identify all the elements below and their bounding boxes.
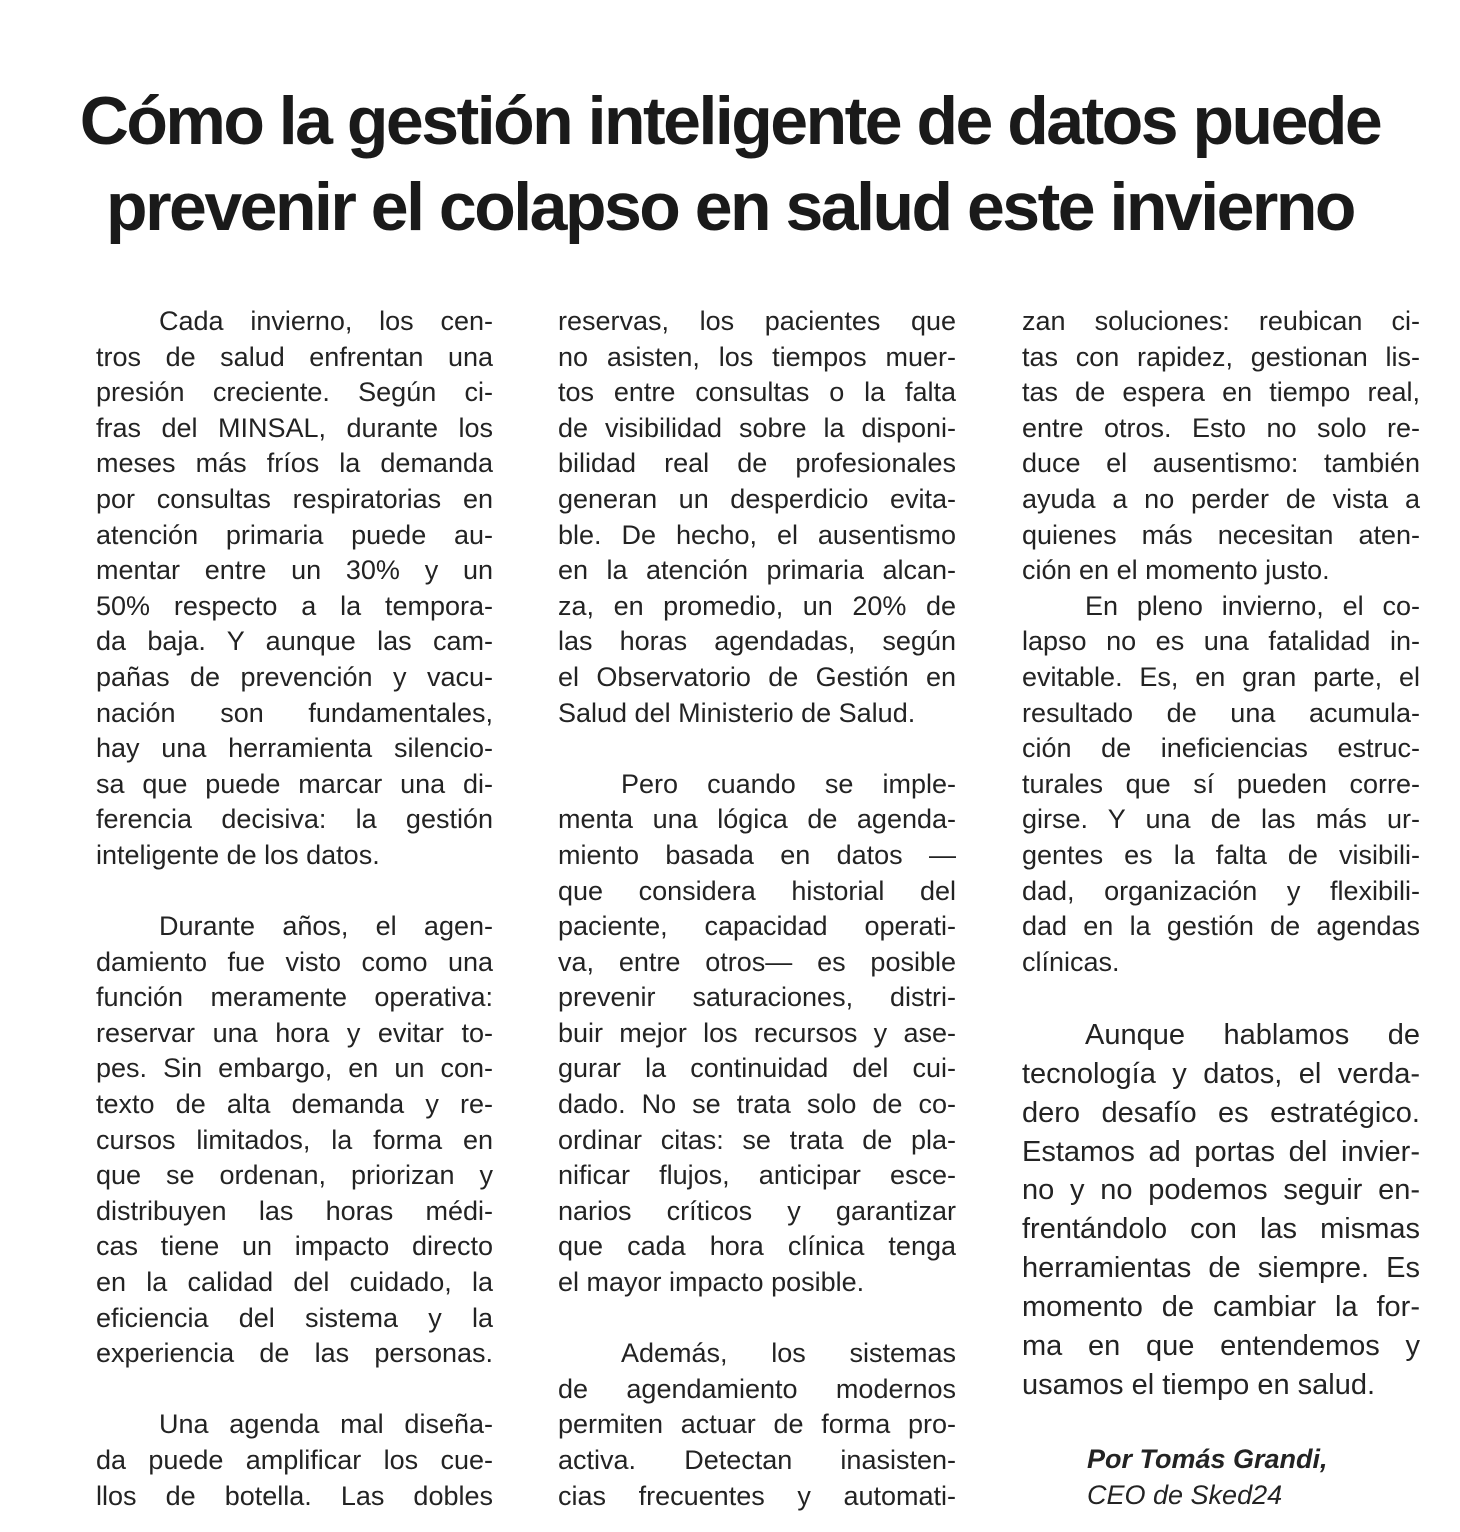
body-line: Estamos ad portas del invier-	[1022, 1135, 1420, 1168]
body-line: menta una lógica de agenda-	[558, 804, 956, 835]
body-line: pes. Sin embargo, en un con-	[96, 1053, 493, 1084]
body-line: frentándolo con las mismas	[1022, 1213, 1420, 1246]
body-line: duce el ausentismo: también	[1022, 448, 1420, 479]
body-line: que cada hora clínica tenga	[558, 1231, 956, 1262]
headline-line-1: Cómo la gestión inteligente de datos puede	[79, 83, 1381, 159]
body-line: gurar la continuidad del cui-	[558, 1053, 956, 1084]
body-line: función meramente operativa:	[96, 982, 493, 1013]
body-line: dero desafío es estratégico.	[1022, 1096, 1420, 1129]
body-line: ción de ineficiencias estruc-	[1022, 733, 1420, 764]
body-line: bilidad real de profesionales	[558, 448, 956, 479]
body-line: no asisten, los tiempos muer-	[558, 341, 956, 372]
body-line: permiten actuar de forma pro-	[558, 1409, 956, 1440]
body-line: el mayor impacto posible.	[558, 1267, 865, 1298]
body-line: las horas agendadas, según	[558, 626, 956, 657]
body-line: ma en que entendemos y	[1022, 1330, 1420, 1362]
body-line: En pleno invierno, el co-	[1085, 590, 1420, 621]
body-line: va, entre otros— es posible	[558, 946, 956, 977]
body-line: herramientas de siempre. Es	[1022, 1252, 1420, 1285]
body-line: tros de salud enfrentan una	[96, 341, 493, 372]
body-line: narios críticos y garantizar	[558, 1195, 956, 1226]
body-line: ayuda a no perder de vista a	[1022, 483, 1420, 514]
body-line: tos entre consultas o la falta	[558, 377, 956, 408]
body-line: Aunque hablamos de	[1085, 1018, 1420, 1051]
body-line: atención primaria puede au-	[96, 519, 493, 550]
body-line: fras del MINSAL, durante los	[96, 412, 493, 443]
body-line: de agendamiento modernos	[558, 1373, 956, 1404]
body-line: eficiencia del sistema y la	[96, 1302, 493, 1333]
body-line: que considera historial del	[558, 875, 956, 906]
body-line: za, en promedio, un 20% de	[558, 590, 956, 621]
body-line: distribuyen las horas médi-	[96, 1195, 493, 1226]
body-line: tas de espera en tiempo real,	[1022, 377, 1420, 408]
body-line: Cada invierno, los cen-	[159, 306, 493, 336]
body-line: tecnología y datos, el verda-	[1022, 1057, 1420, 1090]
body-line: da baja. Y aunque las cam-	[96, 626, 493, 657]
body-line: resultado de una acumula-	[1022, 697, 1420, 728]
body-line: activa. Detectan inasisten-	[558, 1445, 956, 1475]
body-line: Una agenda mal diseña-	[159, 1409, 493, 1440]
body-line: de visibilidad sobre la disponi-	[558, 412, 956, 443]
author-role: CEO de Sked24	[1087, 1479, 1283, 1510]
body-line: buir mejor los recursos y ase-	[558, 1017, 956, 1048]
body-line: reservar una hora y evitar to-	[96, 1017, 493, 1048]
body-line: entre otros. Esto no solo re-	[1022, 412, 1420, 443]
paragraph-gap	[96, 1372, 493, 1408]
article-headline	[60, 78, 1400, 250]
body-line: damiento fue visto como una	[96, 946, 493, 977]
body-line: experiencia de las personas.	[96, 1338, 493, 1369]
body-line: cas tiene un impacto directo	[96, 1231, 493, 1262]
body-line: da puede amplificar los cue-	[96, 1445, 493, 1475]
body-line: en la atención primaria alcan-	[558, 555, 956, 586]
paragraph-gap	[96, 874, 493, 910]
body-line: Pero cuando se imple-	[621, 768, 956, 799]
author-name: Por Tomás Grandi,	[1087, 1444, 1328, 1474]
body-line: quienes más necesitan aten-	[1022, 519, 1420, 550]
body-line: ferencia decisiva: la gestión	[96, 804, 493, 835]
body-line: inteligente de los datos.	[96, 839, 380, 870]
body-line: miento basada en datos —	[558, 839, 956, 870]
paragraph-gap	[558, 731, 956, 767]
body-line: prevenir saturaciones, distri-	[558, 982, 956, 1013]
body-line: clínicas.	[1022, 946, 1120, 977]
body-line: ordinar citas: se trata de pla-	[558, 1124, 956, 1155]
headline-line-2: prevenir el colapso en salud este invierno	[106, 169, 1354, 245]
body-line: nación son fundamentales,	[96, 697, 493, 728]
body-line: reservas, los pacientes que	[558, 306, 956, 336]
body-line: usamos el tiempo en salud.	[1022, 1368, 1376, 1401]
body-line: Salud del Ministerio de Salud.	[558, 697, 916, 728]
author-signature	[1087, 1442, 1328, 1513]
body-line: mentar entre un 30% y un	[96, 555, 493, 586]
body-line: 50% respecto a la tempora-	[96, 590, 493, 621]
article-column-2	[558, 304, 956, 1514]
body-line: tas con rapidez, gestionan lis-	[1022, 341, 1420, 372]
body-line: ble. De hecho, el ausentismo	[558, 519, 956, 550]
body-line: el Observatorio de Gestión en	[558, 661, 956, 692]
body-line: meses más fríos la demanda	[96, 448, 493, 479]
body-line: ción en el momento justo.	[1022, 555, 1330, 586]
body-line: zan soluciones: reubican ci-	[1022, 306, 1420, 336]
body-line: cias frecuentes y automati-	[558, 1480, 956, 1511]
body-line: momento de cambiar la for-	[1022, 1291, 1420, 1324]
body-line: dad, organización y flexibili-	[1022, 875, 1420, 906]
body-line: turales que sí pueden corre-	[1022, 768, 1420, 799]
article-column-3	[1022, 304, 1420, 1405]
body-line: pañas de prevención y vacu-	[96, 661, 493, 692]
paragraph-gap	[558, 1301, 956, 1337]
body-line: cursos limitados, la forma en	[96, 1124, 493, 1155]
body-line: paciente, capacidad operati-	[558, 911, 956, 942]
body-line: lapso no es una fatalidad in-	[1022, 626, 1420, 657]
paragraph-gap	[1022, 980, 1420, 1016]
article-column-1	[96, 304, 493, 1514]
body-line: dad en la gestión de agendas	[1022, 911, 1420, 942]
body-line: nificar flujos, anticipar esce-	[558, 1160, 956, 1191]
body-line: Además, los sistemas	[621, 1338, 956, 1369]
body-line: en la calidad del cuidado, la	[96, 1267, 493, 1298]
body-line: llos de botella. Las dobles	[96, 1480, 493, 1511]
body-line: gentes es la falta de visibili-	[1022, 839, 1420, 870]
body-line: evitable. Es, en gran parte, el	[1022, 661, 1420, 692]
body-line: sa que puede marcar una di-	[96, 768, 493, 799]
body-line: por consultas respiratorias en	[96, 483, 493, 514]
body-line: no y no podemos seguir en-	[1022, 1174, 1420, 1207]
body-line: Durante años, el agen-	[159, 911, 493, 942]
body-line: texto de alta demanda y re-	[96, 1089, 493, 1120]
body-line: hay una herramienta silencio-	[96, 733, 493, 764]
body-line: que se ordenan, priorizan y	[96, 1160, 493, 1191]
body-line: presión creciente. Según ci-	[96, 377, 493, 408]
body-line: generan un desperdicio evita-	[558, 483, 956, 514]
body-line: dado. No se trata solo de co-	[558, 1089, 956, 1120]
body-line: girse. Y una de las más ur-	[1022, 804, 1420, 835]
